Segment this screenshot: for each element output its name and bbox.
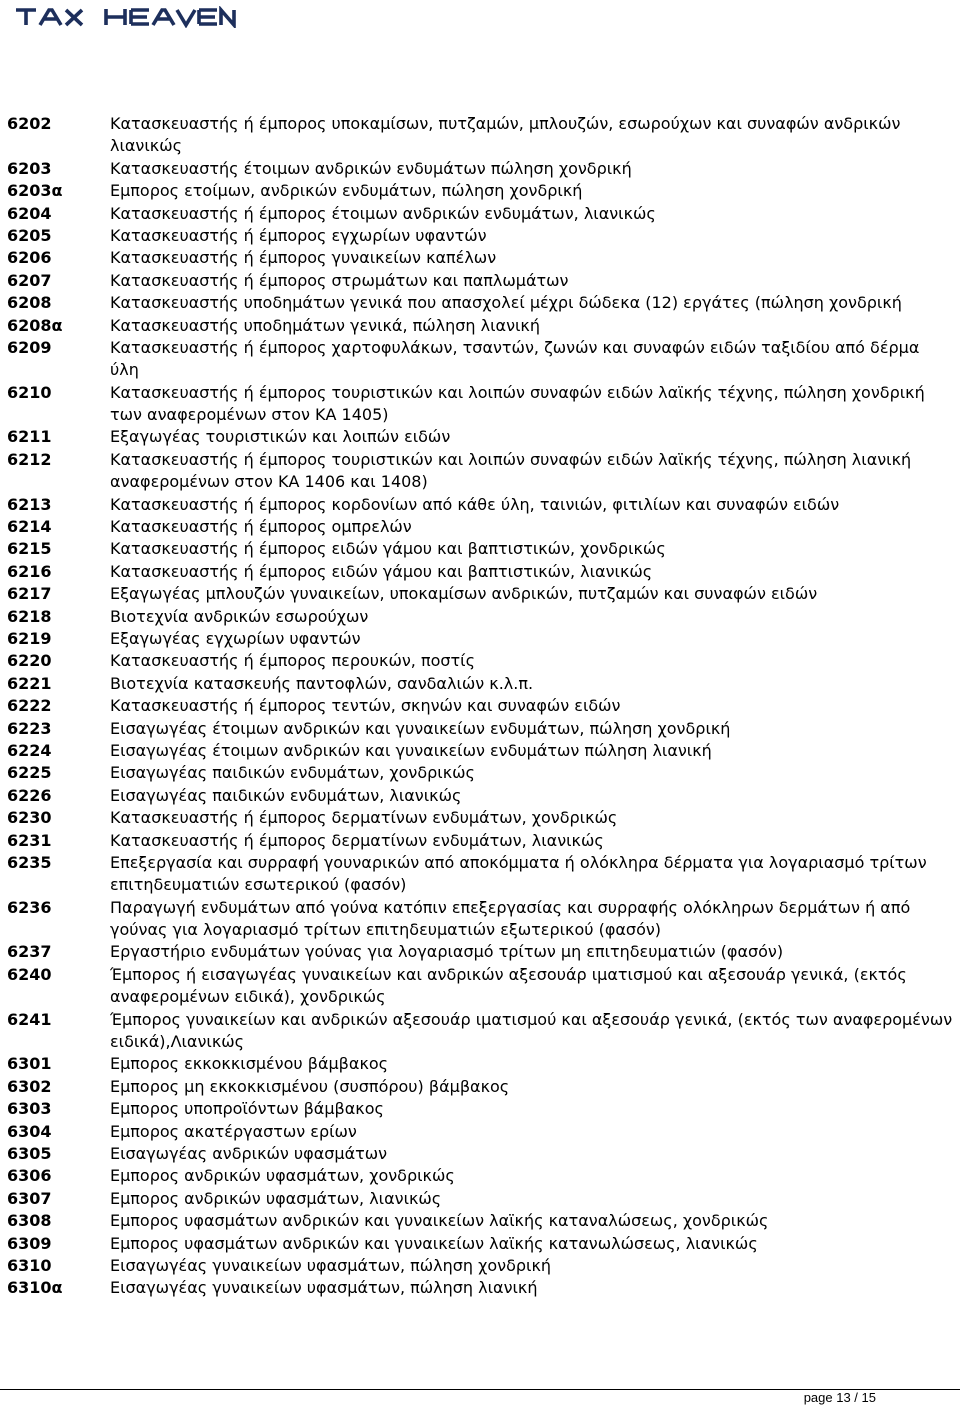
list-item — [0, 494, 960, 516]
activity-code: 6235 — [7, 852, 52, 872]
description-line: Κατασκευαστής ή έμπορος χαρτοφυλάκων, τσαντών, ζωνών και συναφών ειδών ταξιδίου από δέρμα — [110, 337, 920, 357]
activity-code: 6310 — [7, 1255, 52, 1275]
list-item — [0, 158, 960, 180]
description-line: Κατασκευαστής ή έμπορος δερματίνων ενδυμάτων, λιανικώς — [110, 830, 604, 850]
list-item — [0, 941, 960, 963]
description-line: Κατασκευαστής ή έμπορος γυναικείων καπέλων — [110, 248, 497, 268]
list-item — [0, 673, 960, 695]
activity-description — [110, 785, 960, 807]
description-line: Κατασκευαστής ή έμπορος στρωμάτων και παπλωμάτων — [110, 270, 569, 290]
activity-description — [110, 225, 960, 247]
description-line: Έμπορος ή εισαγωγέας γυναικείων και ανδρικών αξεσουάρ ιματισμού και αξεσουάρ γενικά, (εκτός — [110, 964, 907, 984]
activity-code: 6225 — [7, 763, 52, 783]
description-line: Επεξεργασία και συρραφή γουναρικών από αποκόμματα ή ολόκληρα δέρματα για λογαριασμό τρίτων — [110, 852, 927, 872]
activity-description — [110, 1053, 960, 1075]
description-line: Κατασκευαστής ή έμπορος τουριστικών και λοιπών συναφών ειδών λαϊκής τέχνης, πώληση χονδρική — [110, 382, 925, 402]
description-line: Κατασκευαστής ή έμπορος ομπρελών — [110, 517, 412, 537]
activity-description — [110, 1165, 960, 1187]
activity-code: 6215 — [7, 539, 52, 559]
activity-description — [110, 315, 960, 337]
activity-description — [110, 561, 960, 583]
description-line: Εμπορος εκκοκκισμένου βάμβακος — [110, 1054, 389, 1074]
activity-code: 6230 — [7, 808, 52, 828]
activity-description — [110, 1188, 960, 1210]
activity-code: 6220 — [7, 651, 52, 671]
activity-code: 6236 — [7, 897, 52, 917]
list-item — [0, 762, 960, 784]
description-line: Εμπορος ανδρικών υφασμάτων, λιανικώς — [110, 1188, 442, 1208]
activity-code: 6307 — [7, 1188, 52, 1208]
list-item — [0, 449, 960, 494]
list-item — [0, 203, 960, 225]
description-line: Εισαγωγέας παιδικών ενδυμάτων, λιανικώς — [110, 785, 462, 805]
list-item — [0, 897, 960, 942]
description-line: γούνας για λογαριασμό τρίτων επιτηδευματιών εξωτερικού (φασόν) — [110, 920, 662, 940]
activity-code: 6309 — [7, 1233, 52, 1253]
activity-description — [110, 426, 960, 448]
activity-description — [110, 292, 960, 314]
activity-code: 6211 — [7, 427, 52, 447]
description-line: ειδικά),Λιανικώς — [110, 1032, 245, 1052]
list-item — [0, 583, 960, 605]
description-line: Εμπορος ακατέργαστων ερίων — [110, 1121, 357, 1141]
list-item — [0, 606, 960, 628]
description-line: Κατασκευαστής ή έμπορος εγχωρίων υφαντών — [110, 225, 487, 245]
activity-code: 6208 — [7, 293, 52, 313]
list-item — [0, 1233, 960, 1255]
activity-code: 6216 — [7, 561, 52, 581]
activity-description — [110, 1210, 960, 1232]
description-line: Κατασκευαστής ή έμπορος δερματίνων ενδυμάτων, χονδρικώς — [110, 808, 618, 828]
description-line: Κατασκευαστής ή έμπορος τεντών, σκηνών και συναφών ειδών — [110, 696, 621, 716]
activity-description — [110, 538, 960, 560]
list-item — [0, 1009, 960, 1054]
activity-code: 6306 — [7, 1166, 52, 1186]
activity-code: 6301 — [7, 1054, 52, 1074]
list-item — [0, 628, 960, 650]
activity-code: 6213 — [7, 494, 52, 514]
list-item — [0, 561, 960, 583]
list-item — [0, 650, 960, 672]
activity-description — [110, 449, 960, 494]
activity-code: 6207 — [7, 270, 52, 290]
description-line: Κατασκευαστής ή έμπορος ειδών γάμου και βαπτιστικών, λιανικώς — [110, 561, 653, 581]
activity-description — [110, 964, 960, 1009]
activity-description — [110, 673, 960, 695]
description-line: επιτηδευματιών εσωτερικού (φασόν) — [110, 875, 407, 895]
description-line: αναφερομένων ειδικά), χονδρικώς — [110, 987, 386, 1007]
activity-description — [110, 1255, 960, 1277]
description-line: Εξαγωγέας τουριστικών και λοιπών ειδών — [110, 427, 451, 447]
list-item — [0, 113, 960, 158]
list-item — [0, 830, 960, 852]
activity-code: 6214 — [7, 517, 52, 537]
activity-code: 6205 — [7, 225, 52, 245]
activity-code: 6310α — [7, 1278, 63, 1298]
activity-code: 6217 — [7, 584, 52, 604]
description-line: Εισαγωγέας γυναικείων υφασμάτων, πώληση λιανική — [110, 1278, 538, 1298]
list-item — [0, 1210, 960, 1232]
description-line: λιανικώς — [110, 136, 182, 156]
list-item — [0, 1076, 960, 1098]
activity-description — [110, 270, 960, 292]
activity-description — [110, 1143, 960, 1165]
list-item — [0, 1255, 960, 1277]
list-item — [0, 292, 960, 314]
description-line: Βιοτεχνία ανδρικών εσωρούχων — [110, 606, 369, 626]
activity-code: 6212 — [7, 449, 52, 469]
activity-description — [110, 1098, 960, 1120]
description-line: Εξαγωγέας μπλουζών γυναικείων, υποκαμίσων ανδρικών, πυτζαμών και συναφών ειδών — [110, 584, 818, 604]
activity-code: 6237 — [7, 942, 52, 962]
activity-code: 6303 — [7, 1099, 52, 1119]
description-line: Κατασκευαστής ή έμπορος υποκαμίσων, πυτζαμών, μπλουζών, εσωρούχων και συναφών ανδρικών — [110, 114, 901, 133]
description-line: Κατασκευαστής ή έμπορος κορδονίων από κάθε ύλη, ταινιών, φιτιλίων και συναφών ειδών — [110, 494, 840, 514]
activity-code: 6241 — [7, 1009, 52, 1029]
list-item — [0, 1121, 960, 1143]
activity-code: 6302 — [7, 1076, 52, 1096]
description-line: Κατασκευαστής υποδημάτων γενικά, πώληση λιανική — [110, 315, 540, 335]
activity-description — [110, 494, 960, 516]
description-line: Εργαστήριο ενδυμάτων γούνας για λογαριασμό τρίτων μη επιτηδευματιών (φασόν) — [110, 942, 784, 962]
activity-description — [110, 1277, 960, 1299]
description-line: Παραγωγή ενδυμάτων από γούνα κατόπιν επεξεργασίας και συρραφής ολόκληρων δερμάτων ή από — [110, 897, 911, 917]
description-line: Εμπορος υφασμάτων ανδρικών και γυναικείων λαϊκής κατανωλώσεως, λιανικώς — [110, 1233, 758, 1253]
description-line: Εισαγωγέας έτοιμων ανδρικών και γυναικείων ενδυμάτων, πώληση χονδρική — [110, 718, 731, 738]
activity-code: 6218 — [7, 606, 52, 626]
activity-description — [110, 628, 960, 650]
description-line: Εισαγωγέας παιδικών ενδυμάτων, χονδρικώς — [110, 763, 475, 783]
activity-code: 6206 — [7, 248, 52, 268]
tax-heaven-logo — [14, 6, 236, 28]
activity-code: 6308 — [7, 1211, 52, 1231]
list-item — [0, 516, 960, 538]
description-line: Εξαγωγέας εγχωρίων υφαντών — [110, 628, 361, 648]
activity-code: 6305 — [7, 1143, 52, 1163]
page-number: page 13 / 15 — [803, 1390, 876, 1405]
list-item — [0, 382, 960, 427]
list-item — [0, 1277, 960, 1299]
list-item — [0, 695, 960, 717]
activity-code: 6223 — [7, 718, 52, 738]
description-line: Κατασκευαστής ή έμπορος τουριστικών και λοιπών συναφών ειδών λαϊκής τέχνης, πώληση λιανική — [110, 449, 912, 469]
activity-code: 6304 — [7, 1121, 52, 1141]
list-item — [0, 315, 960, 337]
description-line: ύλη — [110, 360, 139, 380]
activity-description — [110, 740, 960, 762]
description-line: Εμπορος ετοίμων, ανδρικών ενδυμάτων, πώληση χονδρική — [110, 181, 583, 201]
code-list — [0, 113, 960, 1300]
description-line: Βιοτεχνία κατασκευής παντοφλών, σανδαλιών κ.λ.π. — [110, 673, 534, 693]
list-item — [0, 247, 960, 269]
list-item — [0, 426, 960, 448]
description-line: Εισαγωγέας γυναικείων υφασμάτων, πώληση χονδρική — [110, 1255, 552, 1275]
activity-description — [110, 583, 960, 605]
activity-code: 6209 — [7, 337, 52, 357]
list-item — [0, 1053, 960, 1075]
list-item — [0, 852, 960, 897]
description-line: Εμπορος ανδρικών υφασμάτων, χονδρικώς — [110, 1166, 455, 1186]
activity-description — [110, 1076, 960, 1098]
activity-description — [110, 1121, 960, 1143]
activity-description — [110, 897, 960, 942]
description-line: των αναφερομένων στον ΚΑ 1405) — [110, 405, 389, 425]
activity-description — [110, 337, 960, 382]
activity-description — [110, 650, 960, 672]
activity-description — [110, 718, 960, 740]
list-item — [0, 1143, 960, 1165]
activity-description — [110, 852, 960, 897]
list-item — [0, 785, 960, 807]
activity-description — [110, 807, 960, 829]
description-line: Κατασκευαστής ή έμπορος ειδών γάμου και βαπτιστικών, χονδρικώς — [110, 539, 666, 559]
description-line: Κατασκευαστής ή έμπορος περουκών, ποστίς — [110, 651, 475, 671]
activity-code: 6224 — [7, 740, 52, 760]
list-item — [0, 964, 960, 1009]
activity-description — [110, 606, 960, 628]
page-header — [0, 0, 960, 40]
activity-code: 6222 — [7, 696, 52, 716]
activity-code: 6210 — [7, 382, 52, 402]
description-line: αναφερομένων στον ΚΑ 1406 και 1408) — [110, 472, 428, 492]
list-item — [0, 225, 960, 247]
activity-code: 6203 — [7, 158, 52, 178]
activity-code: 6219 — [7, 628, 52, 648]
list-item — [0, 1098, 960, 1120]
description-line: Κατασκευαστής ή έμπορος έτοιμων ανδρικών ενδυμάτων, λιανικώς — [110, 203, 656, 223]
description-line: Εμπορος υφασμάτων ανδρικών και γυναικείων λαϊκής καταναλώσεως, χονδρικώς — [110, 1211, 769, 1231]
list-item — [0, 337, 960, 382]
activity-code: 6203α — [7, 181, 63, 201]
activity-code: 6240 — [7, 964, 52, 984]
list-item — [0, 718, 960, 740]
description-line: Έμπορος γυναικείων και ανδρικών αξεσουάρ ιματισμού και αξεσουάρ γενικά, (εκτός των αναφερομένων — [110, 1009, 953, 1029]
description-line: Εισαγωγέας έτοιμων ανδρικών και γυναικείων ενδυμάτων πώληση λιανική — [110, 740, 712, 760]
list-item — [0, 740, 960, 762]
activity-description — [110, 203, 960, 225]
activity-code: 6202 — [7, 114, 52, 133]
activity-description — [110, 1009, 960, 1054]
activity-description — [110, 247, 960, 269]
list-item — [0, 538, 960, 560]
description-line: Εμπορος μη εκκοκκισμένου (συσπόρου) βάμβακος — [110, 1076, 510, 1096]
list-item — [0, 807, 960, 829]
activity-description — [110, 695, 960, 717]
description-line: Εισαγωγέας ανδρικών υφασμάτων — [110, 1143, 388, 1163]
list-item — [0, 1188, 960, 1210]
list-item — [0, 1165, 960, 1187]
list-item — [0, 270, 960, 292]
activity-description — [110, 941, 960, 963]
description-line: Κατασκευαστής έτοιμων ανδρικών ενδυμάτων πώληση χονδρική — [110, 158, 632, 178]
activity-description — [110, 113, 960, 158]
activity-code: 6231 — [7, 830, 52, 850]
activity-description — [110, 1233, 960, 1255]
activity-description — [110, 516, 960, 538]
list-item — [0, 180, 960, 202]
activity-code: 6221 — [7, 673, 52, 693]
description-line: Εμπορος υποπροϊόντων βάμβακος — [110, 1099, 384, 1119]
activity-description — [110, 180, 960, 202]
description-line: Κατασκευαστής υποδημάτων γενικά που απασχολεί μέχρι δώδεκα (12) εργάτες (πώληση χονδρική — [110, 293, 902, 313]
activity-code: 6208α — [7, 315, 63, 335]
activity-description — [110, 830, 960, 852]
activity-code: 6226 — [7, 785, 52, 805]
activity-description — [110, 762, 960, 784]
activity-description — [110, 158, 960, 180]
activity-description — [110, 382, 960, 427]
activity-code: 6204 — [7, 203, 52, 223]
